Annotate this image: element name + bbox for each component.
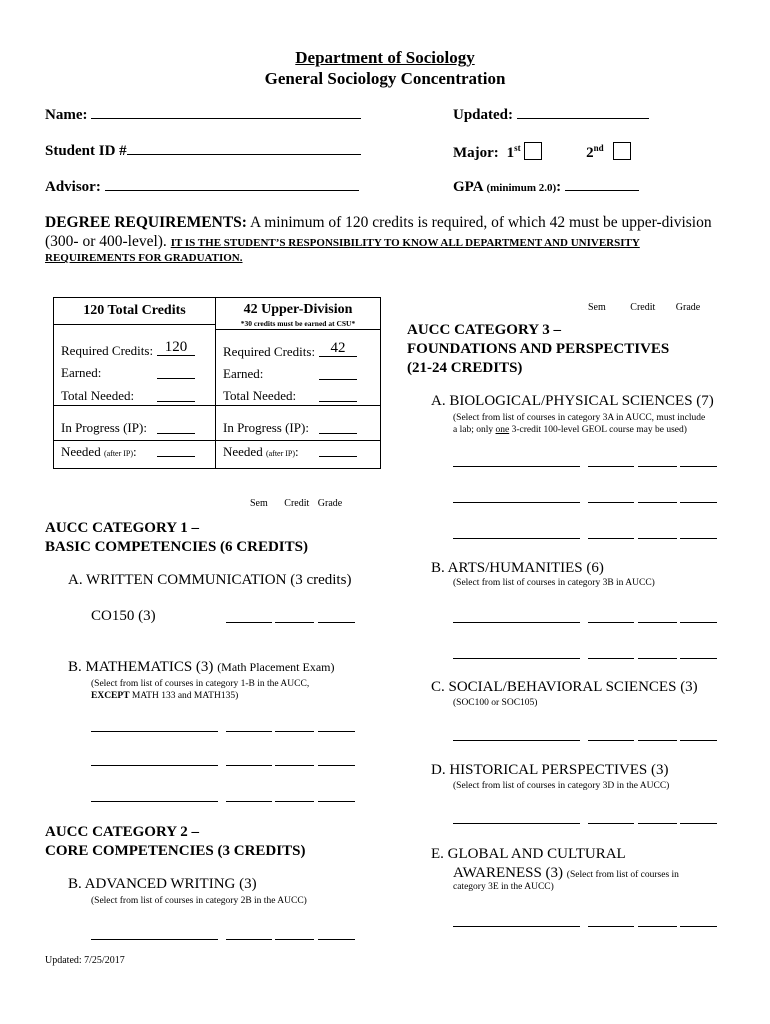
earned-line[interactable] (157, 378, 195, 379)
upper-earned-line[interactable] (319, 379, 357, 380)
major-first-checkbox[interactable] (524, 142, 542, 160)
student-id-line (127, 153, 361, 155)
updated-label: Updated: (453, 107, 514, 123)
degree-requirements (45, 213, 735, 253)
needed-line[interactable] (157, 456, 195, 457)
credits-table (53, 297, 381, 469)
in-progress-label: In Progress (IP): (61, 420, 147, 435)
required-credits-upper: 42 (319, 340, 357, 357)
upper-needed-label: Needed (after IP): (223, 444, 299, 459)
sem-header: Sem (250, 498, 268, 509)
degree-text: A minimum of 120 credits is required, of which 42 must be upper-division (300- or 400-level). (45, 214, 712, 250)
major-second-checkbox[interactable] (613, 142, 631, 160)
updated-field[interactable] (453, 107, 649, 124)
name-label: Name: (45, 107, 88, 123)
concentration-title: General Sociology Concentration (264, 69, 506, 88)
sem-header: Sem (588, 302, 606, 313)
cat3-e-note: category 3E in the AUCC) (453, 882, 554, 892)
grade-header: Grade (317, 498, 343, 509)
student-id-label: Student ID # (45, 143, 127, 159)
student-id-field[interactable] (45, 143, 361, 160)
footer-updated: Updated: 7/25/2017 (45, 955, 125, 966)
degree-emphasis-2: REQUIREMENTS FOR GRADUATION. (45, 252, 243, 264)
degree-emphasis-1: IT IS THE STUDENT’S RESPONSIBILITY TO KNOW ALL DEPARTMENT AND UNIVERSITY (170, 237, 640, 249)
upper-needed-line[interactable] (319, 456, 357, 457)
department-title: Department of Sociology (295, 48, 475, 67)
upper-division-header: 42 Upper-Division (243, 302, 353, 317)
cat3-b-heading: B. ARTS/HUMANITIES (6) (431, 560, 604, 576)
cat1-b-note: (Select from list of courses in category 1-B in the AUCC, EXCEPT MATH 133 and MATH135) (91, 679, 310, 701)
upper-earned-label: Earned: (223, 366, 264, 381)
upper-in-progress-label: In Progress (IP): (223, 420, 309, 435)
advisor-label: Advisor: (45, 179, 101, 195)
major-field (453, 142, 631, 162)
grade-header: Grade (675, 302, 701, 313)
cat1-title: AUCC CATEGORY 1 – BASIC COMPETENCIES (6 CREDITS) (45, 520, 308, 555)
gpa-minimum: (minimum 2.0) (486, 182, 557, 194)
cat3-e-heading-2: AWARENESS (3) (Select from list of courses in (453, 865, 679, 881)
gpa-line (565, 189, 639, 191)
total-needed-label: Total Needed: (61, 388, 135, 403)
cat3-b-note: (Select from list of courses in category 3B in AUCC) (453, 578, 655, 588)
major-second-label: 2nd (586, 143, 604, 161)
upper-in-progress-line[interactable] (319, 433, 357, 434)
cat3-a-heading: A. BIOLOGICAL/PHYSICAL SCIENCES (7) (431, 393, 714, 409)
advisor-line (105, 189, 359, 191)
upper-division-note: *30 credits must be earned at CSU* (240, 319, 356, 328)
gpa-colon: : (556, 179, 562, 195)
cat3-e-heading: E. GLOBAL AND CULTURAL (431, 846, 626, 862)
upper-total-needed-label: Total Needed: (223, 388, 297, 403)
required-credits-label: Required Credits: (61, 343, 154, 358)
major-label: Major: (453, 145, 499, 161)
credit-header: Credit (630, 302, 656, 313)
cat3-d-heading: D. HISTORICAL PERSPECTIVES (3) (431, 762, 669, 778)
credit-header: Credit (284, 498, 310, 509)
cat3-d-note: (Select from list of courses in category 3D in the AUCC) (453, 781, 670, 791)
cat3-a-note: (Select from list of courses in category 3A in AUCC, must include a lab; only one 3-credit 100-level GEOL course may be used) (453, 413, 706, 435)
left-column-headers (250, 498, 342, 509)
cat3-title: AUCC CATEGORY 3 – FOUNDATIONS AND PERSPECTIVES (21-24 CREDITS) (407, 322, 670, 376)
cat3-c-heading: C. SOCIAL/BEHAVIORAL SCIENCES (3) (431, 679, 698, 695)
degree-label: DEGREE REQUIREMENTS: (45, 214, 247, 231)
cat2-title: AUCC CATEGORY 2 – CORE COMPETENCIES (3 CREDITS) (45, 824, 306, 859)
name-line (91, 117, 361, 119)
advisor-field[interactable] (45, 179, 359, 196)
right-column-headers (588, 302, 700, 313)
updated-line (517, 117, 649, 119)
co150-course: CO150 (3) (91, 608, 156, 624)
earned-label: Earned: (61, 365, 102, 380)
cat2-b-note: (Select from list of courses in category 2B in the AUCC) (91, 896, 307, 906)
in-progress-line[interactable] (157, 433, 195, 434)
cat1-b-heading: B. MATHEMATICS (3) (Math Placement Exam) (68, 659, 335, 675)
total-credits-header: 120 Total Credits (83, 303, 186, 318)
cat3-c-note: (SOC100 or SOC105) (453, 698, 538, 708)
cat1-a-heading: A. WRITTEN COMMUNICATION (3 credits) (68, 572, 352, 588)
required-credits-total: 120 (157, 339, 195, 356)
cat2-b-heading: B. ADVANCED WRITING (3) (68, 876, 257, 892)
upper-required-label: Required Credits: (223, 344, 316, 359)
total-needed-line[interactable] (157, 401, 195, 402)
gpa-field[interactable] (453, 179, 639, 196)
major-first-label: 1st (506, 143, 521, 161)
name-field[interactable] (45, 107, 361, 124)
upper-total-needed-line[interactable] (319, 401, 357, 402)
needed-label: Needed (after IP): (61, 444, 137, 459)
gpa-label: GPA (453, 179, 483, 195)
